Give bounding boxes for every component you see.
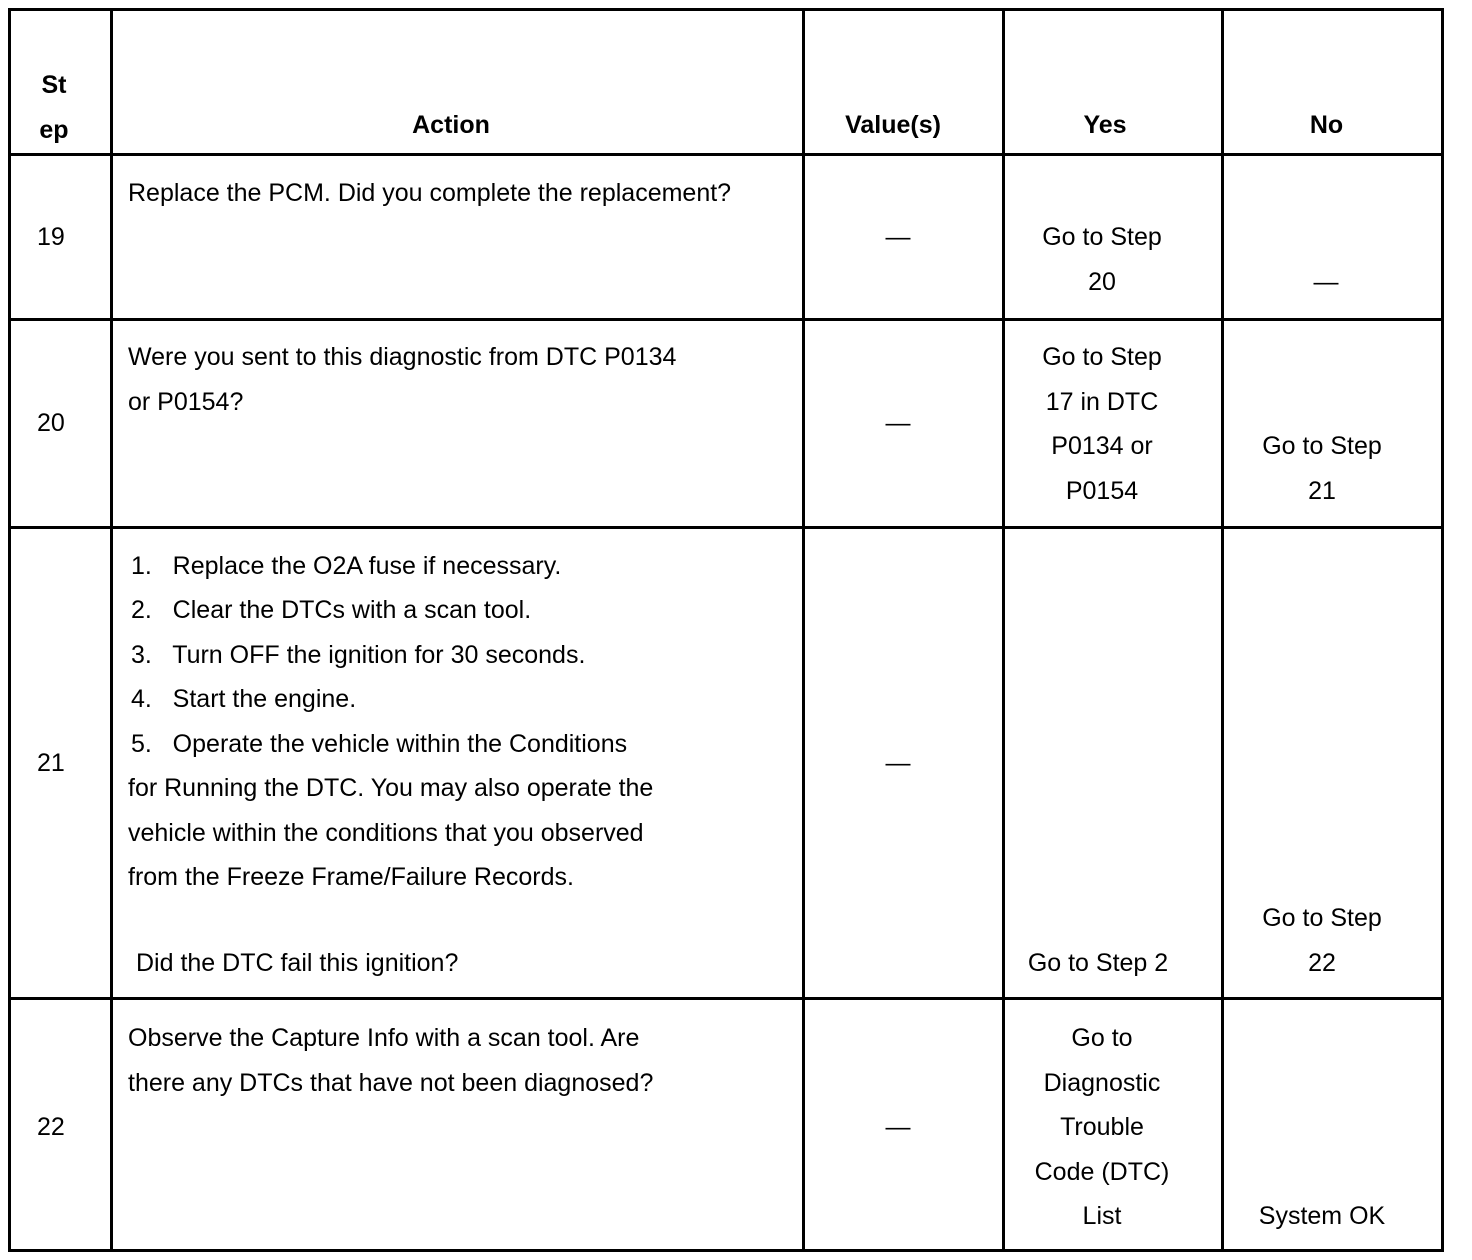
yes-text: Go to Step 20: [1042, 223, 1162, 296]
action-item: 4. Start the engine.: [131, 685, 357, 713]
yes-text: Go to Step 2: [1027, 949, 1169, 977]
header-step: [11, 63, 97, 152]
header-no: No: [1309, 111, 1344, 139]
action-item: 5. Operate the vehicle within the Conditions: [131, 730, 628, 758]
action-text: Were you sent to this diagnostic from DTC P0134 or P0154?: [128, 343, 677, 416]
no-text: Go to Step 22: [1262, 904, 1382, 977]
yes-text: Go to Step 17 in DTC P0134 or P0154: [1042, 343, 1162, 505]
step-number: 21: [37, 749, 65, 777]
action-item: 2. Clear the DTCs with a scan tool.: [131, 596, 532, 624]
action-item: 1. Replace the O2A fuse if necessary.: [131, 552, 562, 580]
row-divider: [11, 1249, 1444, 1252]
row-divider: [11, 318, 1444, 321]
no-text: Go to Step 21: [1262, 432, 1382, 505]
header-action: Action: [412, 111, 490, 139]
column-divider: [1221, 11, 1224, 1252]
action-text: Replace the PCM. Did you complete the replacement?: [128, 179, 732, 207]
row-divider: [11, 526, 1444, 529]
value-text: —: [885, 749, 911, 777]
value-text: —: [885, 409, 911, 437]
header-yes: Yes: [1083, 111, 1127, 139]
header-step-line1: St: [41, 71, 67, 99]
action-question: Did the DTC fail this ignition?: [136, 949, 459, 977]
step-number: 20: [37, 409, 65, 437]
value-text: —: [885, 1113, 911, 1141]
action-text: Observe the Capture Info with a scan tool. Are there any DTCs that have not been diagnosed?: [128, 1024, 654, 1097]
value-text: —: [885, 223, 911, 251]
column-divider: [110, 11, 113, 1252]
step-number: 19: [37, 223, 65, 251]
diagnostic-table: [8, 8, 1444, 1252]
action-continuation: for Running the DTC. You may also operate the vehicle within the conditions that you observed from the Freeze Frame/Failure Records.: [128, 774, 654, 891]
yes-text: Go to Diagnostic Trouble Code (DTC) List: [1034, 1024, 1170, 1230]
action-item: 3. Turn OFF the ignition for 30 seconds.: [131, 641, 586, 669]
header-step-line2: ep: [39, 115, 69, 144]
no-text: —: [1313, 268, 1339, 296]
no-text: System OK: [1258, 1202, 1386, 1230]
header-values: Value(s): [845, 111, 941, 139]
row-divider: [11, 997, 1444, 1000]
column-divider: [802, 11, 805, 1252]
column-divider: [1441, 11, 1444, 1252]
step-number: 22: [37, 1113, 65, 1141]
row-divider: [11, 153, 1444, 156]
